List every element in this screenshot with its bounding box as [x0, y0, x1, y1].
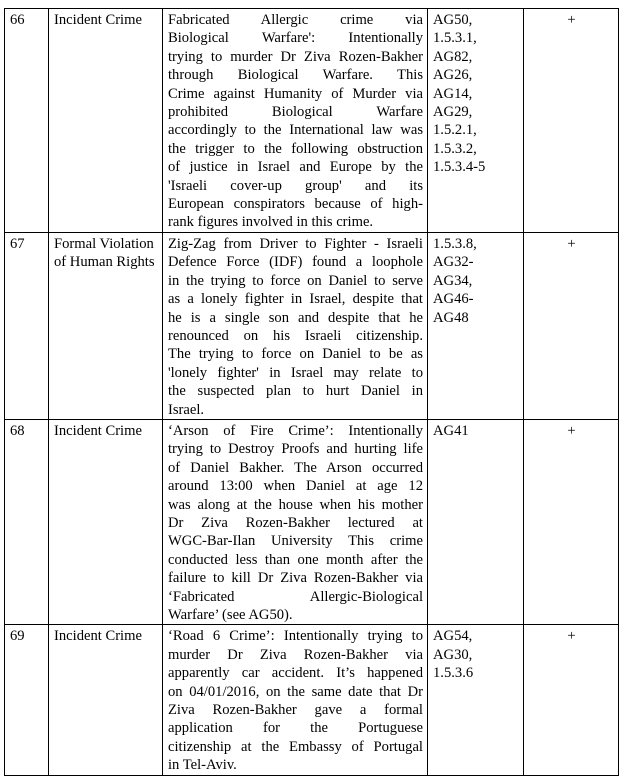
description-line: failure to kill Dr Ziva Rozen-Bakher via: [168, 570, 423, 587]
row-type: Incident Crime: [49, 9, 163, 233]
row-status: +: [524, 625, 619, 776]
description-line: ‘Arson of Fire Crime’: Intentionally: [168, 422, 423, 439]
description-line: Biological Warfare': Intentionally: [168, 30, 423, 47]
row-number: 69: [5, 625, 49, 776]
description-line: of Daniel Bakher. The Arson occurred: [168, 459, 423, 476]
description-line: citizenship at the Embassy of Portugal: [168, 738, 423, 755]
description-line: he is a single son and despite that he: [168, 309, 423, 326]
description-line: application for the Portuguese: [168, 720, 423, 737]
reference-code: AG50,: [433, 12, 473, 28]
row-status: +: [524, 232, 619, 419]
description-line: Israel.: [168, 401, 205, 418]
reference-code: 1.5.3.6: [433, 665, 474, 682]
reference-code: AG30,: [433, 646, 473, 663]
description-line: around 13:00 when Daniel at age 12: [168, 478, 423, 495]
description-line: rank figures involved in this crime.: [168, 214, 374, 231]
table-row: [5, 232, 619, 419]
row-type: Formal Violation of Human Rights: [49, 232, 163, 419]
row-description: [163, 9, 428, 233]
table-row: [5, 419, 619, 624]
crime-table: [4, 8, 619, 776]
row-status: +: [524, 419, 619, 624]
description-line: the trigger to the following obstruction: [168, 140, 423, 157]
description-line: conducted less than one month after the: [168, 551, 423, 568]
row-number: 66: [5, 9, 49, 233]
reference-code: AG29,: [433, 104, 473, 121]
description-line: Zig-Zag from Driver to Fighter - Israeli: [168, 235, 423, 252]
row-description: [163, 419, 428, 624]
row-type: Incident Crime: [49, 625, 163, 776]
row-number: 68: [5, 419, 49, 624]
reference-code: AG54,: [433, 628, 473, 645]
reference-code: AG48: [433, 309, 469, 326]
reference-code: AG82,: [433, 48, 473, 65]
description-line: ‘Road 6 Crime’: Intentionally trying to: [168, 628, 423, 645]
description-line: prohibited Biological Warfare: [168, 104, 423, 121]
description-line: Fabricated Allergic crime via: [168, 12, 423, 28]
description-line: of justice in Israel and Europe by the: [168, 159, 423, 176]
reference-code: 1.5.3.1,: [433, 30, 477, 47]
row-type: Incident Crime: [49, 419, 163, 624]
row-references: [428, 232, 524, 419]
description-line: was along at the house when his mother: [168, 496, 423, 513]
description-line: as a lonely fighter in Israel, despite that: [168, 291, 423, 308]
description-line: Ziva Rozen-Bakher gave a formal: [168, 702, 423, 719]
reference-code: AG32-: [433, 254, 474, 271]
reference-code: AG26,: [433, 67, 473, 84]
row-description: [163, 625, 428, 776]
description-line: trying to Destroy Proofs and hurting life: [168, 441, 423, 458]
description-line: 'Israeli cover-up group' and its: [168, 177, 423, 194]
description-line: murder Dr Ziva Rozen-Bakher via: [168, 646, 423, 663]
description-line: on 04/01/2016, on the same date that Dr: [168, 683, 423, 700]
row-description: [163, 232, 428, 419]
description-line: Defence Force (IDF) found a loophole: [168, 254, 423, 271]
description-line: The trying to force on Daniel to be as: [168, 346, 423, 363]
reference-code: 1.5.3.4-5: [433, 159, 486, 176]
description-line: European conspirators because of high-: [168, 196, 423, 213]
description-line: Crime against Humanity of Murder via: [168, 85, 423, 102]
description-line: in the trying to force on Daniel to serve: [168, 272, 423, 289]
description-line: Warfare’ (see AG50).: [168, 607, 293, 623]
description-line: 'lonely fighter' in Israel may relate to: [168, 364, 423, 381]
description-line: through Biological Warfare. This: [168, 67, 423, 84]
description-line: in Tel-Aviv.: [168, 757, 237, 774]
description-line: Dr Ziva Rozen-Bakher lectured at: [168, 514, 423, 531]
reference-code: AG41: [433, 422, 469, 439]
table-row: [5, 9, 619, 233]
description-line: accordingly to the International law was: [168, 122, 423, 139]
description-line: ‘Fabricated Allergic-Biological: [168, 588, 423, 605]
description-line: WGC-Bar-Ilan University This crime: [168, 533, 423, 550]
description-line: trying to murder Dr Ziva Rozen-Bakher: [168, 48, 423, 65]
reference-code: AG14,: [433, 85, 473, 102]
reference-code: AG34,: [433, 272, 473, 289]
description-line: apparently car accident. It’s happened: [168, 665, 423, 682]
row-references: [428, 9, 524, 233]
row-references: [428, 419, 524, 624]
reference-code: 1.5.3.8,: [433, 235, 477, 252]
row-number: 67: [5, 232, 49, 419]
description-line: renounced on his Israeli citizenship.: [168, 327, 423, 344]
description-line: the suspected plan to hurt Daniel in: [168, 383, 423, 400]
reference-code: 1.5.3.2,: [433, 140, 477, 157]
table-row: [5, 625, 619, 776]
reference-code: AG46-: [433, 291, 474, 308]
row-status: +: [524, 9, 619, 233]
reference-code: 1.5.2.1,: [433, 122, 477, 139]
row-references: [428, 625, 524, 776]
